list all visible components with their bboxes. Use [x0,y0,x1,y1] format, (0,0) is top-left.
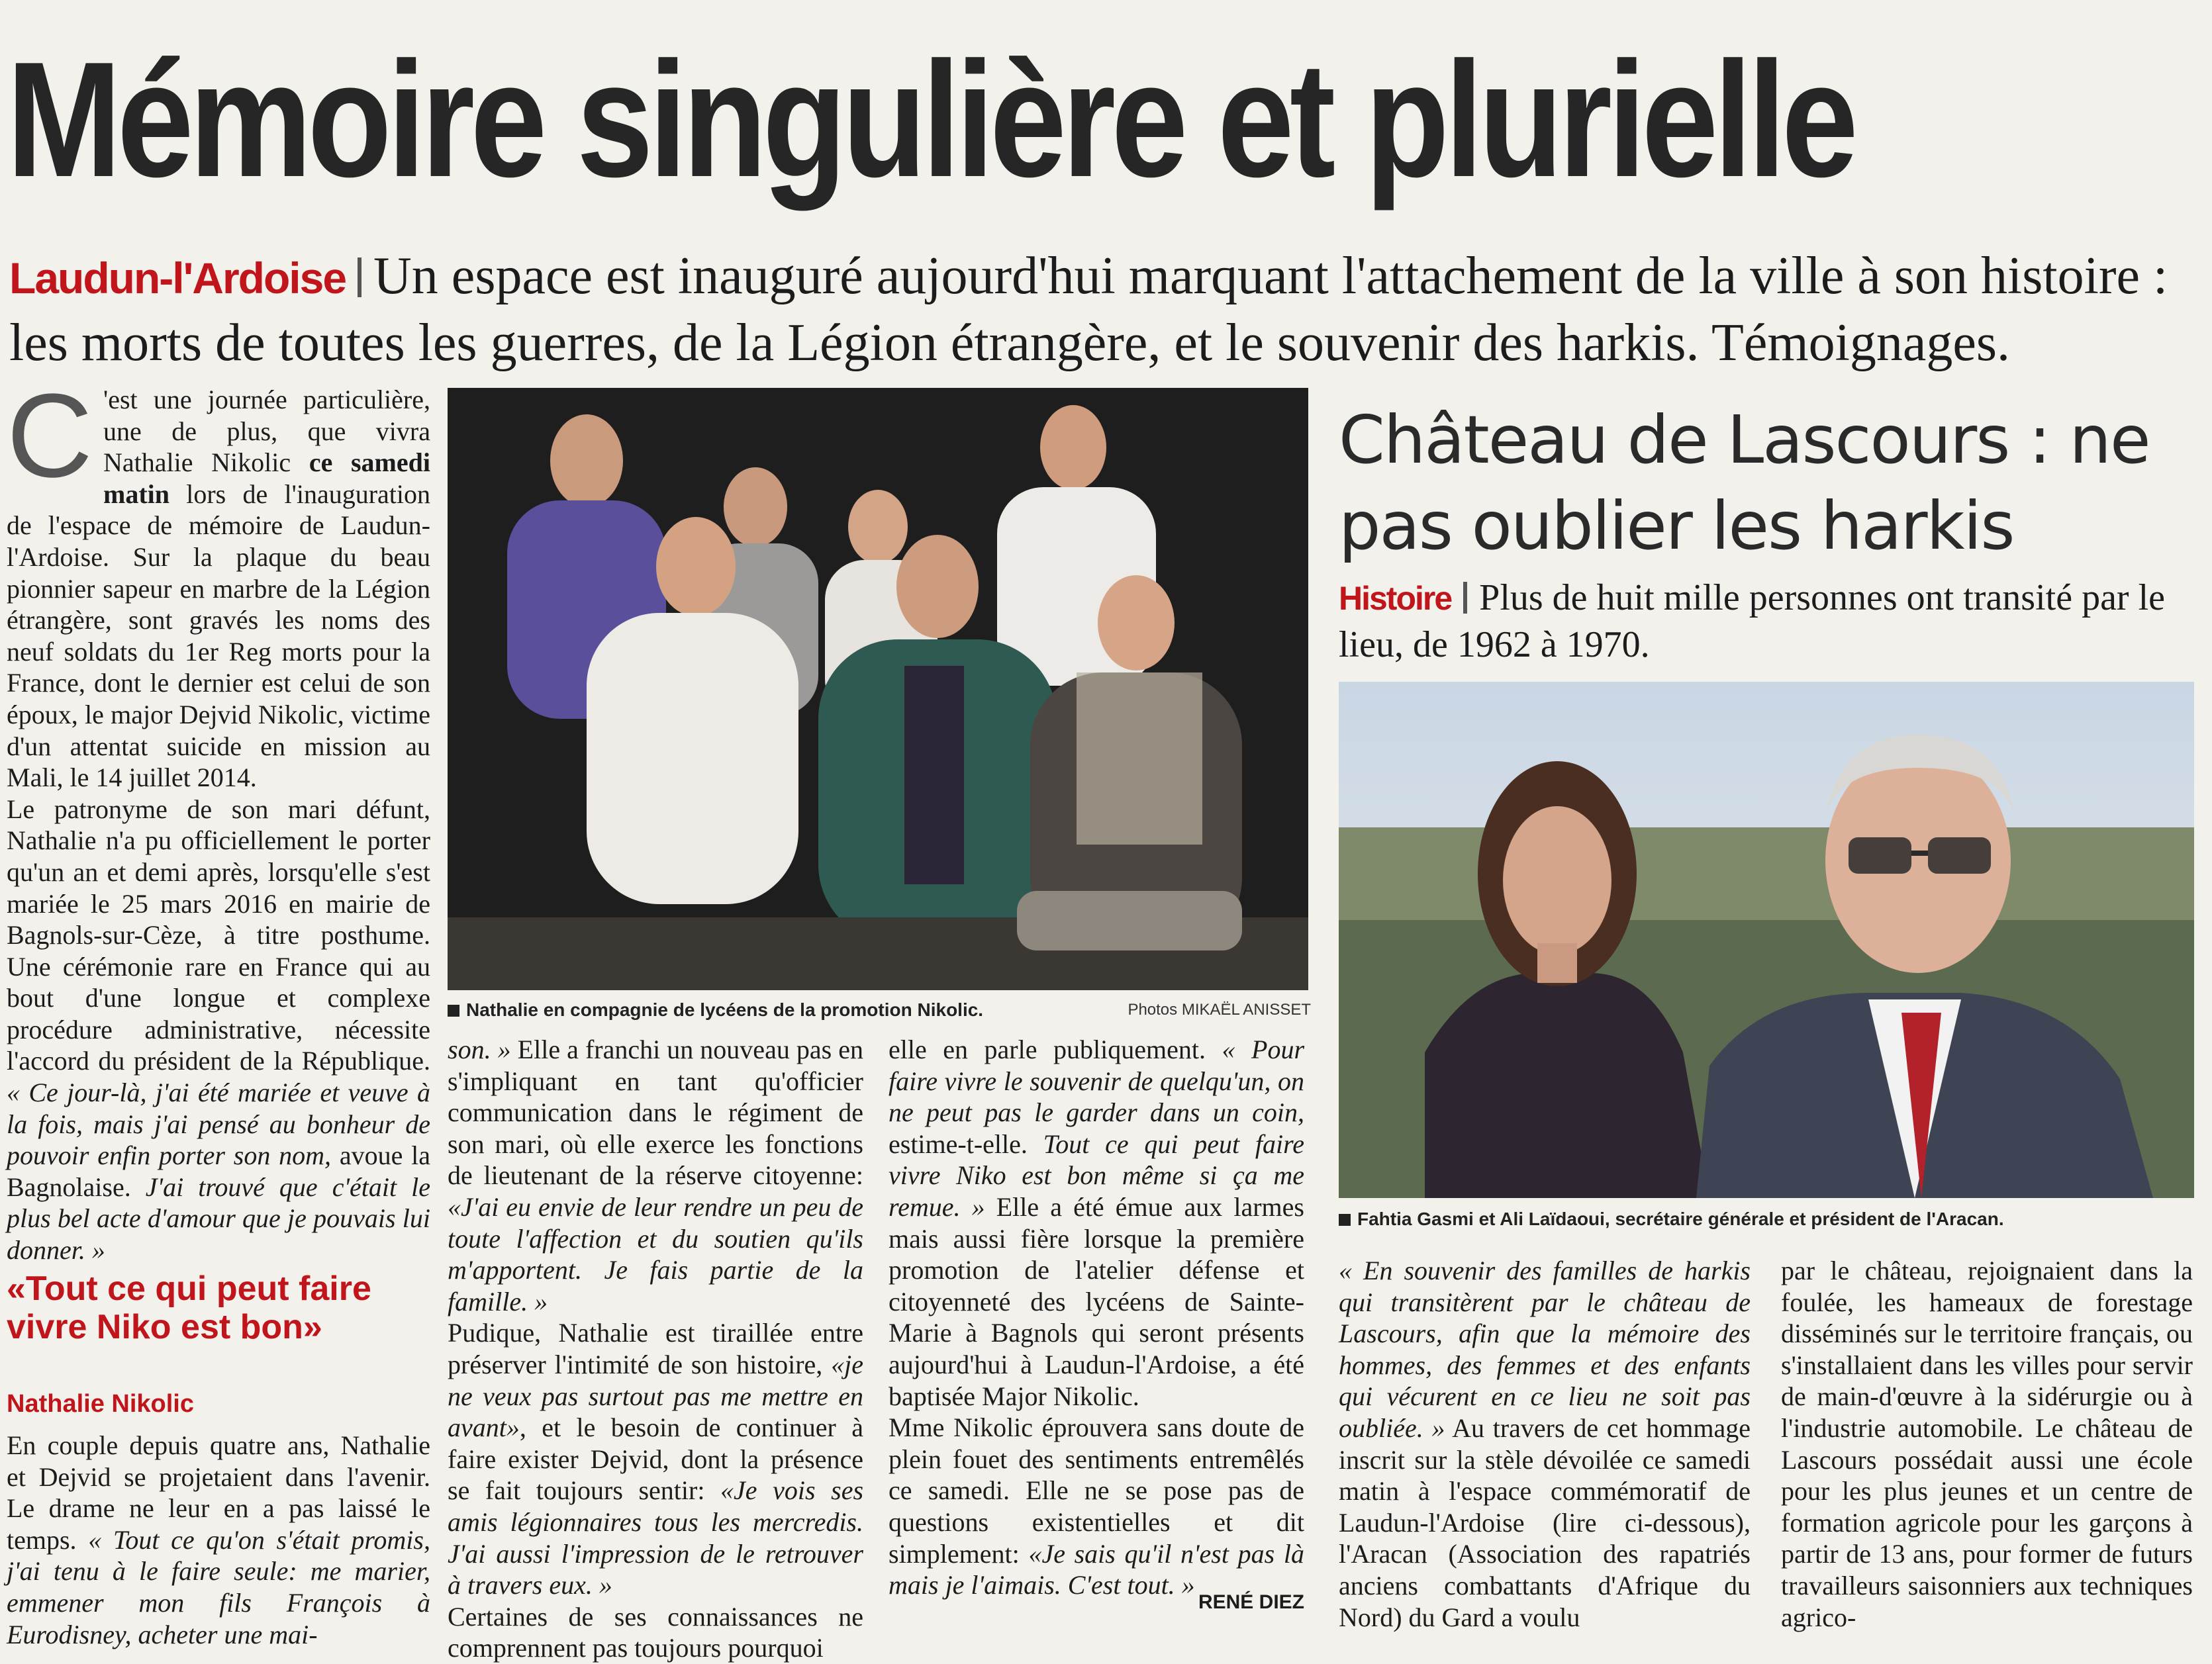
text-bold: ce samedi matin [103,447,430,509]
text-italic: son. » [448,1035,511,1064]
lead [9,244,2194,375]
column-1-continued [7,1430,430,1649]
text-italic: J'ai trouvé que c'était le plus bel acte d'amour que je pouvais lui donner. » [7,1172,431,1266]
text: elle en parle publiquement. [889,1035,1222,1064]
side-title: Château de Lascours : ne pas oublier les harkis [1339,401,2150,565]
text-italic: «J'ai eu envie de leur rendre un peu de toute l'affection et du soutien qu'ils m'apportent. Je fais partie de la famille. » [448,1191,863,1317]
text: Certaines de ses connaissances ne comprennent pas toujours pourquoi [448,1601,863,1663]
column-3 [889,1034,1305,1600]
text: estime-t-elle. [889,1129,1043,1159]
side-lead [1339,575,2199,668]
text: 'est une journée particulière, une de plus, que vivra Nathalie Nikolic [103,385,430,478]
photo-caption [448,999,1083,1021]
paragraph [448,1317,863,1600]
text: avoue la Bagnolaise. [7,1140,431,1202]
paragraph [889,1034,1304,1412]
photo-credit: Photos MIKAËL ANISSET [1128,1001,1311,1019]
paragraph [1781,1255,2193,1633]
kicker-divider [1463,582,1467,614]
paragraph [7,369,430,794]
paragraph [889,1412,1304,1601]
side-kicker: Histoire [1339,580,1452,617]
text: Elle a été émue aux larmes mais aussi fière lorsque la première promotion de l'atelier défense et citoyenneté des lycéens de Sainte-Marie à Bagnols qui seront présents aujourd'hui à Laudun-l'Ardoise, a été baptisée Major Nikolic. [889,1191,1304,1411]
text-italic: «Je vois ses amis légionnaires tous les mercredis. J'ai aussi l'impression de le retrouver à travers eux. » [448,1475,864,1600]
text: par le château, rejoignaient dans la foulée, les hameaux de forestage disséminés sur le territoire français, ou s'installaient dans les villes pour servir de main-d'œuvre à la sidérurgie ou à l'industrie automobile. Le château de Lascours possédait aussi une école pour les plus jeunes et un centre de formation agricole pour les garçons à partir de 13 ans, pour former de futurs travailleurs saisonniers aux techniques agrico- [1781,1256,2193,1632]
text-italic: « En souvenir des familles de harkis qui transitèrent par le château de Lascours, afin que la mémoire des hommes, des femmes et des enfants qui vécurent en ce lieu ne soit pas oubliée. » [1339,1256,1751,1443]
caption-square-icon [448,1005,459,1017]
text: En couple depuis quatre ans, Nathalie et Dejvid se projetaient dans l'avenir. Le drame ne leur en a pas laissé le temps. [7,1430,430,1555]
text-italic: «je ne veux pas surtout pas me mettre en avant» [448,1349,863,1443]
text-italic: Tout ce qui peut faire vivre Niko est bon même si ça me remue. » [889,1129,1304,1222]
side-column-1 [1339,1255,1751,1632]
pull-quote: «Tout ce qui peut faire vivre Niko est bon» [7,1270,371,1346]
side-photo-caption [1339,1209,2199,1230]
kicker-divider [358,257,361,297]
column-1 [7,369,431,1266]
lead-text: Un espace est inauguré aujourd'hui marquant l'attachement de la ville à son histoire : les morts de toutes les guerres, de la Légion étrangère, et le souvenir des harkis. Témoignages. [9,247,2168,372]
text: lors de l'inauguration de l'espace de mémoire de Laudun-l'Ardoise. Sur la plaque du beau pionnier sapeur en marbre de la Légion étrangère, sont gravés les noms des neuf soldats du 1er Reg morts pour la France, dont le dernier est celui de son époux, le major Dejvid Nikolic, victime d'un attentat suicide en mission au Mali, le 14 juillet 2014. [7,479,430,793]
lead-kicker: Laudun-l'Ardoise [9,254,346,302]
caption-text: Fahtia Gasmi et Ali Laïdaoui, secrétaire générale et président de l'Aracan. [1357,1209,2004,1229]
text: Mme Nikolic éprouvera sans doute de plein fouet des sentiments entremêlés ce samedi. Elle ne se pose pas de questions existentielles et dit simplement: [889,1412,1304,1569]
side-lead-text: Plus de huit mille personnes ont transité par le lieu, de 1962 à 1970. [1339,577,2165,665]
photo-gasmi-laidaoui [1339,682,2194,1198]
caption-square-icon [1339,1214,1351,1226]
text: , et le besoin de continuer à faire exister Dejvid, dont la présence se fait toujours sentir: [448,1412,863,1506]
column-2 [448,1034,864,1663]
photo-illustration [1339,682,2194,1198]
drop-cap: C [7,369,93,502]
paragraph [448,1601,863,1664]
paragraph [1339,1255,1751,1633]
side-column-2 [1781,1255,2193,1632]
text-italic: « Pour faire vivre le souvenir de quelqu'un, on ne peut pas le garder dans un coin, [889,1035,1305,1128]
paragraph [448,1034,863,1317]
photo-group-lyceens [448,388,1308,990]
pull-quote-author: Nathalie Nikolic [7,1390,194,1418]
text: Elle a franchi un nouveau pas en s'impliquant en tant qu'officier communication dans le régiment de son mari, où elle exerce les fonctions de lieutenant de la réserve citoyenne: [448,1035,863,1191]
text: Au travers de cet hommage inscrit sur la stèle dévoilée ce samedi matin à l'espace commémoratif de Laudun-l'Ardoise (lire ci-dessous), l'Aracan (Association des rapatriés anciens combattants d'Afrique du Nord) du Gard a voulu [1339,1412,1751,1632]
photo-illustration [448,388,1308,990]
paragraph [7,1430,430,1650]
text-italic: «Je sais qu'il n'est pas là mais je l'aimais. C'est tout. » [889,1538,1304,1600]
text: Le patronyme de son mari défunt, Nathalie n'a pu officiellement le porter qu'un an et demi après, lorsqu'elle s'est mariée le 25 mars 2016 en mairie de Bagnols-sur-Cèze, à titre posthume. Une cérémonie rare en France qui au bout d'une longue et complexe procédure administrative, nécessite l'accord du président de la République. [7,794,430,1076]
headline: Mémoire singulière et plurielle [7,27,1854,211]
text-italic: « Ce jour-là, j'ai été mariée et veuve à la fois, mais j'ai pensé au bonheur de pouvoir enfin porter son nom, [7,1078,430,1171]
caption-text: Nathalie en compagnie de lycéens de la promotion Nikolic. [466,999,984,1020]
text-italic: « Tout ce qu'on s'était promis, j'ai tenu à le faire seule: me marier, emmener mon fils François à Eurodisney, acheter une mai- [7,1524,430,1649]
text: Pudique, Nathalie est tiraillée entre préserver l'intimité de son histoire, [448,1318,863,1379]
paragraph [7,794,430,1266]
byline: RENÉ DIEZ [1198,1591,1304,1613]
